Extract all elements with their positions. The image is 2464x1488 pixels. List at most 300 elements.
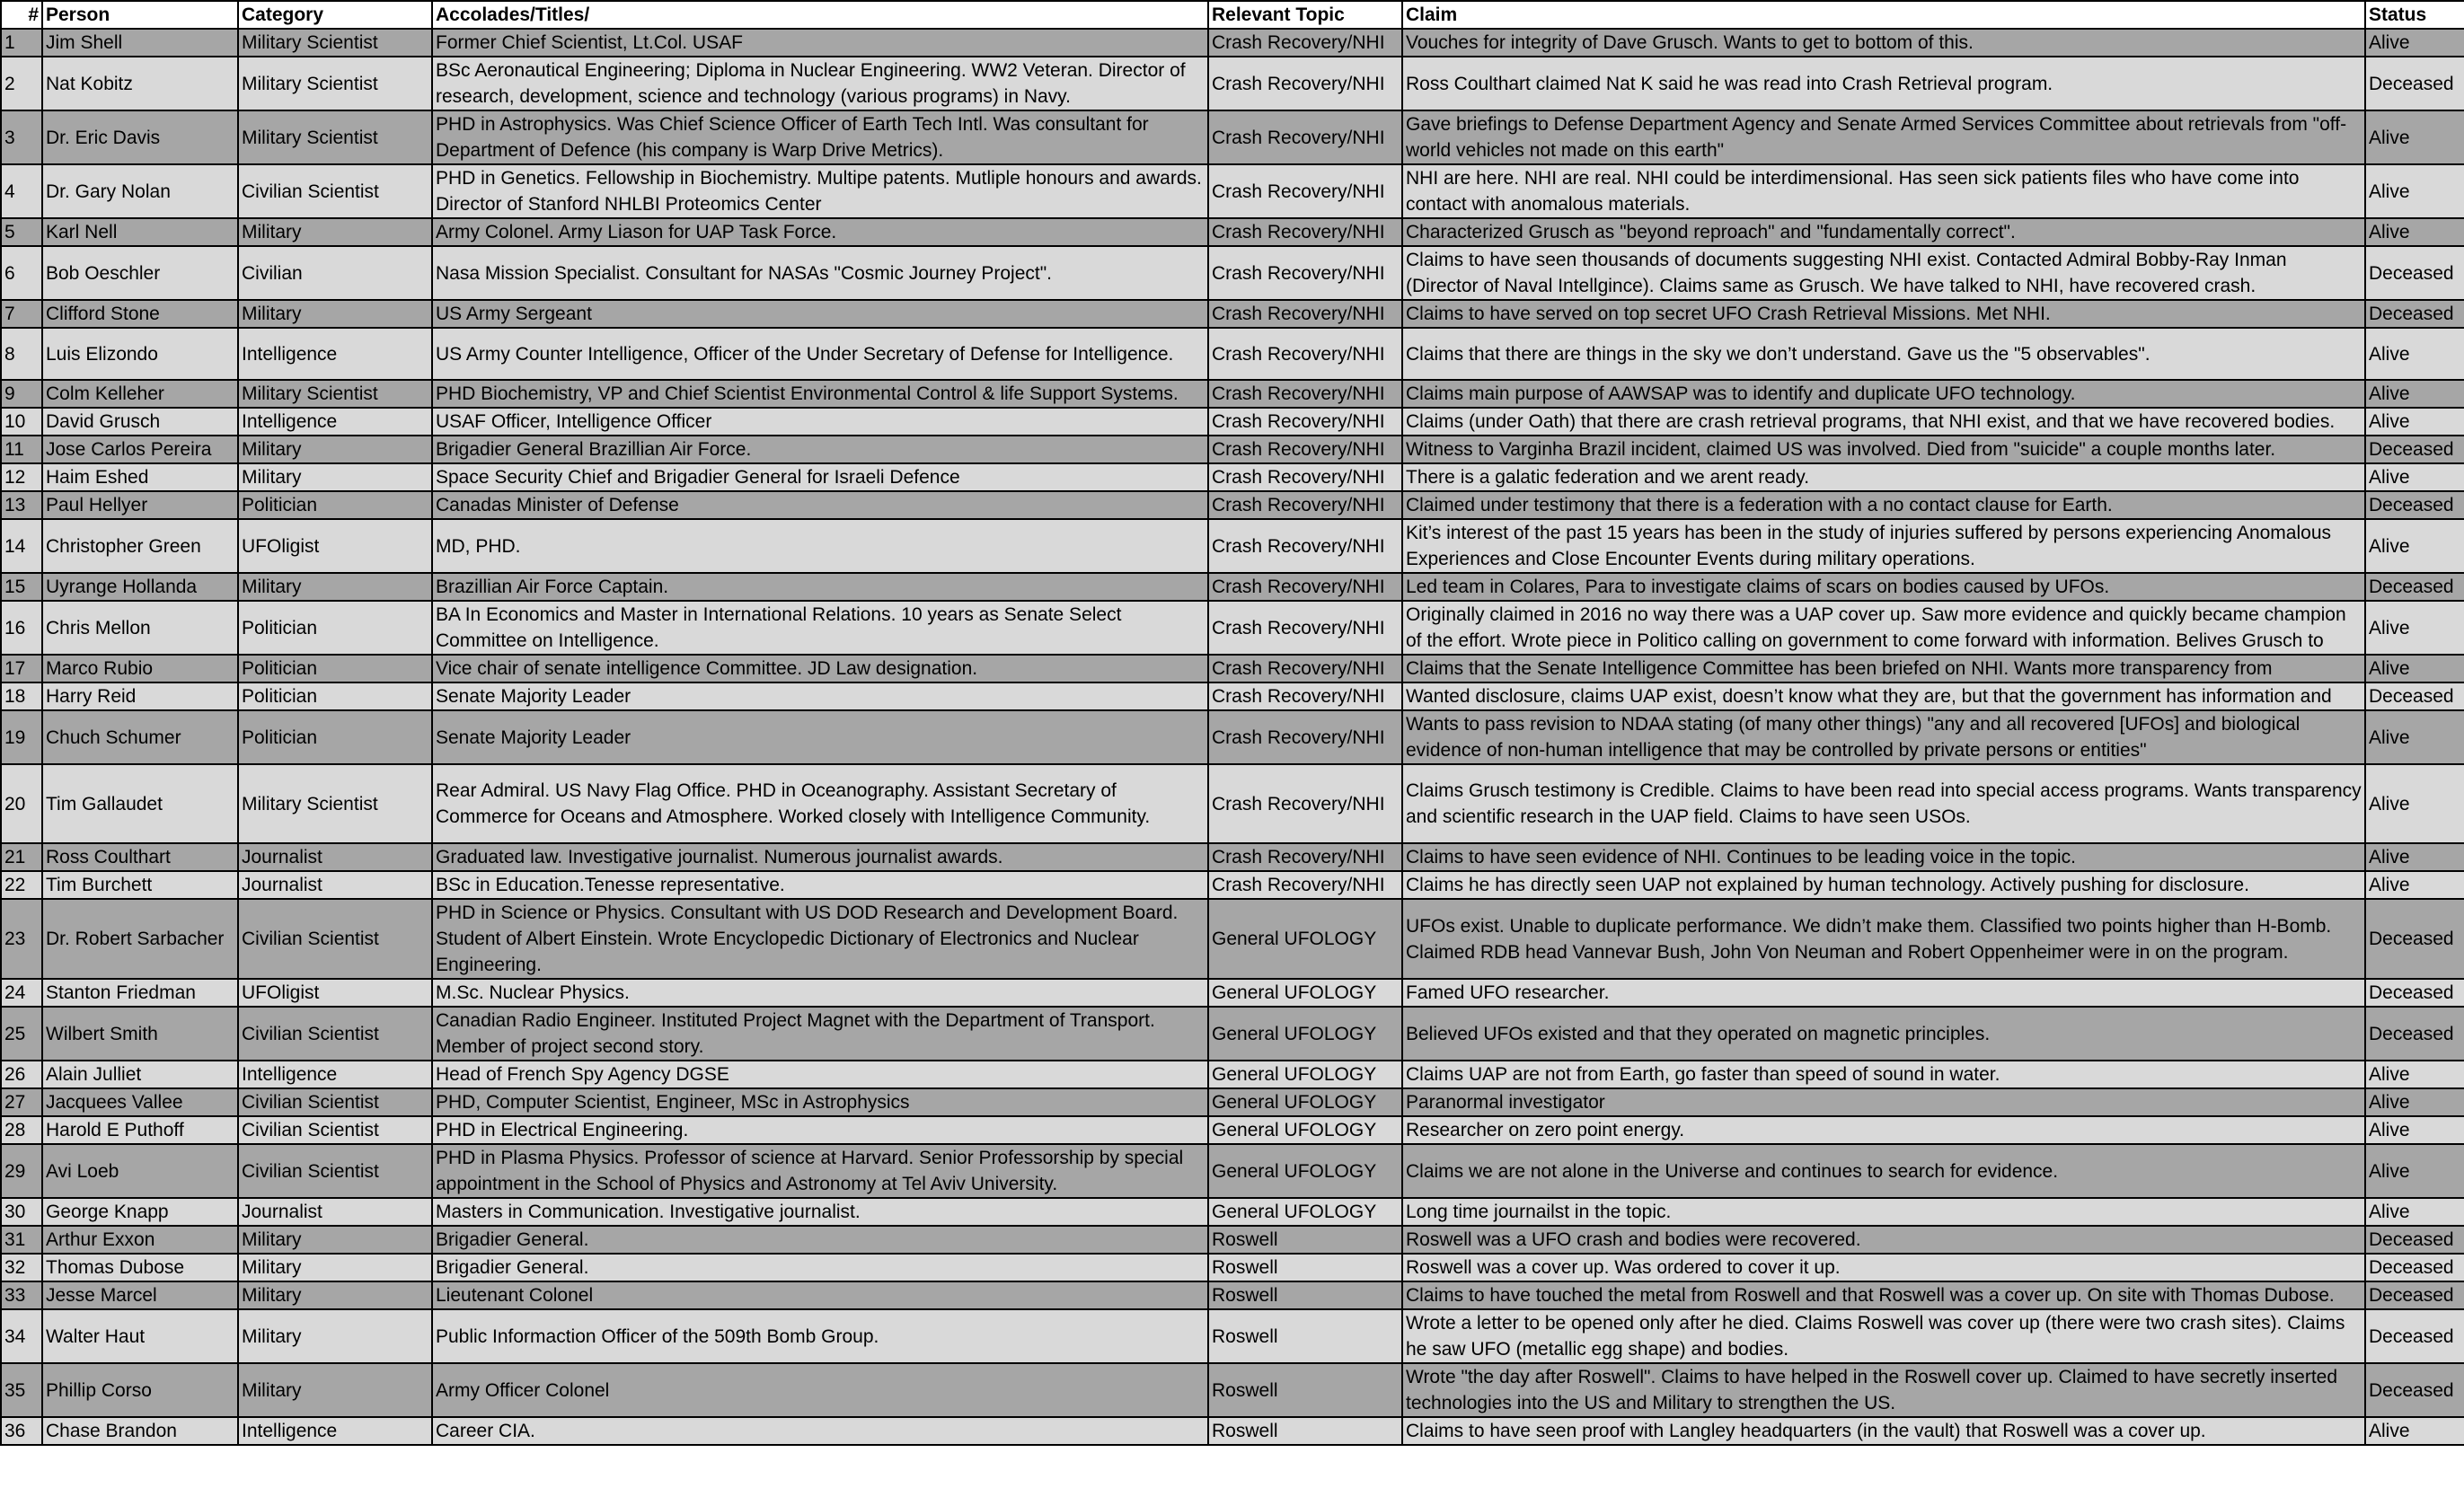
cell-status[interactable] — [2365, 1309, 2464, 1363]
cell-accolades[interactable] — [432, 655, 1208, 682]
cell-person[interactable] — [42, 491, 238, 519]
header-claim[interactable]: Claim — [1402, 1, 2365, 29]
table-row — [1, 1309, 2464, 1363]
header-person[interactable]: Person — [42, 1, 238, 29]
cell-status[interactable] — [2365, 710, 2464, 764]
cell-topic[interactable] — [1208, 764, 1402, 843]
cell-num[interactable] — [1, 29, 42, 57]
cell-num[interactable] — [1, 1144, 42, 1198]
cell-person-text: Jim Shell — [46, 32, 123, 53]
cell-category[interactable] — [238, 380, 432, 408]
cell-accolades[interactable] — [432, 1254, 1208, 1281]
cell-category[interactable] — [238, 1061, 432, 1088]
cell-status[interactable] — [2365, 1198, 2464, 1226]
cell-person[interactable] — [42, 300, 238, 328]
cell-status[interactable] — [2365, 1417, 2464, 1445]
cell-person[interactable] — [42, 899, 238, 979]
cell-person[interactable] — [42, 380, 238, 408]
table-row — [1, 710, 2464, 764]
cell-status[interactable] — [2365, 1116, 2464, 1144]
cell-accolades[interactable] — [432, 899, 1208, 979]
cell-num[interactable] — [1, 1061, 42, 1088]
cell-category[interactable] — [238, 1417, 432, 1445]
cell-accolades[interactable] — [432, 436, 1208, 463]
header-category[interactable]: Category — [238, 1, 432, 29]
cell-claim[interactable] — [1402, 899, 2365, 979]
cell-person[interactable] — [42, 1061, 238, 1088]
cell-accolades-text: PHD Biochemistry, VP and Chief Scientist Environmental Control & life Support Systems. — [436, 383, 1179, 404]
cell-person[interactable] — [42, 519, 238, 573]
cell-claim[interactable] — [1402, 764, 2365, 843]
cell-topic[interactable] — [1208, 573, 1402, 601]
cell-claim-text: Claims he has directly seen UAP not explained by human technology. Actively pushing for disclosure. — [1406, 875, 2249, 895]
cell-topic[interactable] — [1208, 29, 1402, 57]
cell-category[interactable] — [238, 164, 432, 218]
cell-status[interactable] — [2365, 164, 2464, 218]
cell-category[interactable] — [238, 110, 432, 164]
cell-topic[interactable] — [1208, 1417, 1402, 1445]
cell-claim[interactable] — [1402, 979, 2365, 1007]
cell-category[interactable] — [238, 601, 432, 655]
cell-num[interactable] — [1, 682, 42, 710]
cell-status[interactable] — [2365, 436, 2464, 463]
cell-status[interactable] — [2365, 300, 2464, 328]
cell-person[interactable] — [42, 246, 238, 300]
cell-accolades[interactable] — [432, 246, 1208, 300]
cell-accolades[interactable] — [432, 601, 1208, 655]
cell-category[interactable] — [238, 1007, 432, 1061]
cell-num[interactable] — [1, 899, 42, 979]
cell-topic[interactable] — [1208, 1061, 1402, 1088]
cell-person-text: Bob Oeschler — [46, 262, 161, 284]
cell-person[interactable] — [42, 1198, 238, 1226]
cell-status[interactable] — [2365, 110, 2464, 164]
cell-topic[interactable] — [1208, 1007, 1402, 1061]
cell-person-text: Jose Carlos Pereira — [46, 439, 212, 460]
cell-status[interactable] — [2365, 491, 2464, 519]
cell-topic[interactable] — [1208, 110, 1402, 164]
cell-topic-text: Roswell — [1212, 1229, 1278, 1250]
cell-num[interactable] — [1, 843, 42, 871]
cell-accolades-text: PHD in Electrical Engineering. — [436, 1120, 689, 1140]
cell-topic[interactable] — [1208, 1309, 1402, 1363]
cell-num[interactable] — [1, 519, 42, 573]
cell-status[interactable] — [2365, 1363, 2464, 1417]
cell-topic[interactable] — [1208, 843, 1402, 871]
cell-category[interactable] — [238, 843, 432, 871]
cell-topic[interactable] — [1208, 218, 1402, 246]
header-status[interactable]: Status — [2365, 1, 2464, 29]
cell-num[interactable] — [1, 246, 42, 300]
cell-accolades[interactable] — [432, 843, 1208, 871]
cell-topic[interactable] — [1208, 871, 1402, 899]
cell-num[interactable] — [1, 1116, 42, 1144]
cell-claim[interactable] — [1402, 1198, 2365, 1226]
cell-category[interactable] — [238, 1309, 432, 1363]
cell-topic[interactable] — [1208, 1363, 1402, 1417]
cell-claim[interactable] — [1402, 655, 2365, 682]
cell-person[interactable] — [42, 463, 238, 491]
cell-accolades[interactable] — [432, 380, 1208, 408]
cell-status[interactable] — [2365, 979, 2464, 1007]
cell-category[interactable] — [238, 1088, 432, 1116]
cell-num[interactable] — [1, 655, 42, 682]
cell-claim[interactable] — [1402, 1254, 2365, 1281]
cell-claim[interactable] — [1402, 380, 2365, 408]
cell-status-text: Deceased — [2369, 304, 2454, 324]
cell-num[interactable] — [1, 57, 42, 110]
cell-category[interactable] — [238, 1144, 432, 1198]
cell-person[interactable] — [42, 57, 238, 110]
cell-person[interactable] — [42, 764, 238, 843]
cell-num[interactable] — [1, 218, 42, 246]
cell-num[interactable] — [1, 1309, 42, 1363]
cell-person-text: Harold E Puthoff — [46, 1120, 184, 1140]
cell-accolades[interactable] — [432, 710, 1208, 764]
cell-num[interactable] — [1, 1088, 42, 1116]
cell-person[interactable] — [42, 328, 238, 380]
table-row — [1, 979, 2464, 1007]
cell-status[interactable] — [2365, 1061, 2464, 1088]
cell-topic[interactable] — [1208, 979, 1402, 1007]
cell-num[interactable] — [1, 1007, 42, 1061]
cell-category[interactable] — [238, 764, 432, 843]
cell-person-text: Luis Elizondo — [46, 343, 158, 365]
cell-accolades[interactable] — [432, 1116, 1208, 1144]
cell-topic-text: Crash Recovery/NHI — [1212, 343, 1385, 365]
cell-claim[interactable] — [1402, 1007, 2365, 1061]
cell-accolades[interactable] — [432, 682, 1208, 710]
cell-accolades[interactable] — [432, 328, 1208, 380]
cell-accolades[interactable] — [432, 1061, 1208, 1088]
cell-person[interactable] — [42, 843, 238, 871]
cell-category[interactable] — [238, 463, 432, 491]
cell-num[interactable] — [1, 1226, 42, 1254]
cell-claim[interactable] — [1402, 1363, 2365, 1417]
cell-num[interactable] — [1, 1281, 42, 1309]
cell-status-text: Deceased — [2369, 686, 2454, 707]
cell-claim-text: Wants to pass revision to NDAA stating (of many other things) "any and all recovered [UFOs] and biological evidence of non-human intelligence that may be controlled by private persons or entities" — [1406, 714, 2301, 761]
cell-claim[interactable] — [1402, 1144, 2365, 1198]
cell-person[interactable] — [42, 1088, 238, 1116]
cell-claim[interactable] — [1402, 601, 2365, 655]
cell-claim[interactable] — [1402, 246, 2365, 300]
cell-accolades[interactable] — [432, 979, 1208, 1007]
cell-accolades[interactable] — [432, 1198, 1208, 1226]
cell-status[interactable] — [2365, 655, 2464, 682]
cell-topic-text: General UFOLOGY — [1212, 1023, 1377, 1044]
cell-category[interactable] — [238, 1198, 432, 1226]
cell-num-text: 16 — [4, 617, 26, 638]
cell-status[interactable] — [2365, 246, 2464, 300]
cell-person[interactable] — [42, 1281, 238, 1309]
cell-claim-text: Wrote a letter to be opened only after he died. Claims Roswell was cover up (there were two crash sites). Claims he saw UFO (metallic egg shape) and bodies. — [1406, 1313, 2345, 1360]
cell-status-text: Alive — [2369, 467, 2410, 488]
cell-claim[interactable] — [1402, 573, 2365, 601]
cell-person[interactable] — [42, 1226, 238, 1254]
cell-person[interactable] — [42, 710, 238, 764]
cell-status[interactable] — [2365, 408, 2464, 436]
cell-num[interactable] — [1, 1254, 42, 1281]
cell-claim[interactable] — [1402, 408, 2365, 436]
cell-status[interactable] — [2365, 601, 2464, 655]
cell-topic[interactable] — [1208, 1116, 1402, 1144]
cell-num[interactable] — [1, 380, 42, 408]
cell-num[interactable] — [1, 1417, 42, 1445]
cell-person[interactable] — [42, 408, 238, 436]
cell-person[interactable] — [42, 164, 238, 218]
cell-num-text: 14 — [4, 535, 26, 557]
cell-category[interactable] — [238, 218, 432, 246]
cell-person[interactable] — [42, 1116, 238, 1144]
header-num[interactable]: # — [1, 1, 42, 29]
cell-topic-text: Roswell — [1212, 1421, 1278, 1441]
cell-category[interactable] — [238, 246, 432, 300]
cell-category[interactable] — [238, 710, 432, 764]
cell-person[interactable] — [42, 979, 238, 1007]
cell-category-text: Politician — [242, 686, 318, 707]
cell-accolades-text: Masters in Communication. Investigative journalist. — [436, 1202, 861, 1222]
cell-accolades[interactable] — [432, 764, 1208, 843]
cell-claim[interactable] — [1402, 164, 2365, 218]
cell-topic[interactable] — [1208, 682, 1402, 710]
cell-claim[interactable] — [1402, 110, 2365, 164]
cell-num[interactable] — [1, 463, 42, 491]
cell-topic[interactable] — [1208, 1144, 1402, 1198]
cell-status-text: Alive — [2369, 658, 2410, 679]
cell-category-text: Civilian Scientist — [242, 1160, 379, 1182]
cell-accolades[interactable] — [432, 1363, 1208, 1417]
cell-claim[interactable] — [1402, 29, 2365, 57]
cell-status-text: Deceased — [2369, 1023, 2454, 1044]
cell-num[interactable] — [1, 710, 42, 764]
cell-status[interactable] — [2365, 328, 2464, 380]
cell-category-text: Military Scientist — [242, 127, 378, 148]
cell-accolades[interactable] — [432, 519, 1208, 573]
cell-num[interactable] — [1, 871, 42, 899]
cell-topic[interactable] — [1208, 408, 1402, 436]
cell-accolades[interactable] — [432, 300, 1208, 328]
cell-accolades[interactable] — [432, 57, 1208, 110]
cell-person[interactable] — [42, 218, 238, 246]
cell-accolades[interactable] — [432, 29, 1208, 57]
cell-status[interactable] — [2365, 1226, 2464, 1254]
cell-category[interactable] — [238, 57, 432, 110]
cell-claim[interactable] — [1402, 682, 2365, 710]
cell-num-text: 3 — [4, 127, 15, 148]
cell-accolades[interactable] — [432, 408, 1208, 436]
cell-person[interactable] — [42, 110, 238, 164]
cell-category[interactable] — [238, 519, 432, 573]
cell-person[interactable] — [42, 1309, 238, 1363]
cell-topic[interactable] — [1208, 1088, 1402, 1116]
cell-accolades[interactable] — [432, 218, 1208, 246]
cell-person[interactable] — [42, 436, 238, 463]
cell-category[interactable] — [238, 1281, 432, 1309]
cell-num[interactable] — [1, 436, 42, 463]
cell-claim[interactable] — [1402, 218, 2365, 246]
cell-status[interactable] — [2365, 1281, 2464, 1309]
cell-num-text: 26 — [4, 1064, 26, 1085]
cell-accolades[interactable] — [432, 1226, 1208, 1254]
cell-status[interactable] — [2365, 764, 2464, 843]
cell-num[interactable] — [1, 328, 42, 380]
cell-status[interactable] — [2365, 899, 2464, 979]
cell-topic[interactable] — [1208, 57, 1402, 110]
cell-num[interactable] — [1, 601, 42, 655]
cell-status[interactable] — [2365, 218, 2464, 246]
header-accolades[interactable]: Accolades/Titles/ — [432, 1, 1208, 29]
cell-category[interactable] — [238, 436, 432, 463]
cell-category[interactable] — [238, 29, 432, 57]
cell-person-text: Chase Brandon — [46, 1421, 177, 1441]
cell-category[interactable] — [238, 1363, 432, 1417]
cell-status[interactable] — [2365, 871, 2464, 899]
cell-accolades[interactable] — [432, 164, 1208, 218]
cell-status[interactable] — [2365, 573, 2464, 601]
cell-accolades[interactable] — [432, 1309, 1208, 1363]
cell-status-text: Alive — [2369, 617, 2410, 638]
cell-topic[interactable] — [1208, 710, 1402, 764]
cell-category[interactable] — [238, 573, 432, 601]
cell-claim[interactable] — [1402, 1417, 2365, 1445]
cell-topic[interactable] — [1208, 436, 1402, 463]
cell-claim[interactable] — [1402, 328, 2365, 380]
cell-status[interactable] — [2365, 29, 2464, 57]
cell-accolades[interactable] — [432, 1417, 1208, 1445]
cell-claim[interactable] — [1402, 843, 2365, 871]
cell-claim[interactable] — [1402, 300, 2365, 328]
header-topic[interactable]: Relevant Topic — [1208, 1, 1402, 29]
cell-category[interactable] — [238, 899, 432, 979]
cell-category-text: Journalist — [242, 1202, 322, 1222]
cell-category[interactable] — [238, 328, 432, 380]
table-row — [1, 300, 2464, 328]
cell-claim[interactable] — [1402, 1309, 2365, 1363]
cell-status[interactable] — [2365, 843, 2464, 871]
cell-person[interactable] — [42, 29, 238, 57]
cell-topic[interactable] — [1208, 1254, 1402, 1281]
cell-status[interactable] — [2365, 380, 2464, 408]
cell-person[interactable] — [42, 871, 238, 899]
cell-category[interactable] — [238, 491, 432, 519]
cell-topic-text: Crash Recovery/NHI — [1212, 467, 1385, 488]
cell-accolades[interactable] — [432, 1281, 1208, 1309]
cell-category[interactable] — [238, 979, 432, 1007]
cell-accolades[interactable] — [432, 463, 1208, 491]
cell-person[interactable] — [42, 682, 238, 710]
cell-num[interactable] — [1, 491, 42, 519]
cell-claim[interactable] — [1402, 710, 2365, 764]
cell-accolades[interactable] — [432, 110, 1208, 164]
cell-claim[interactable] — [1402, 436, 2365, 463]
cell-claim[interactable] — [1402, 519, 2365, 573]
cell-status[interactable] — [2365, 1254, 2464, 1281]
cell-person[interactable] — [42, 601, 238, 655]
cell-status[interactable] — [2365, 1144, 2464, 1198]
cell-num[interactable] — [1, 110, 42, 164]
cell-status[interactable] — [2365, 1007, 2464, 1061]
cell-claim-text: Witness to Varginha Brazil incident, claimed US was involved. Died from "suicide" a couple months later. — [1406, 439, 2276, 460]
cell-person[interactable] — [42, 573, 238, 601]
cell-topic[interactable] — [1208, 491, 1402, 519]
cell-num[interactable] — [1, 979, 42, 1007]
cell-person[interactable] — [42, 1363, 238, 1417]
cell-status[interactable] — [2365, 682, 2464, 710]
cell-topic[interactable] — [1208, 463, 1402, 491]
cell-claim[interactable] — [1402, 871, 2365, 899]
cell-topic[interactable] — [1208, 1198, 1402, 1226]
cell-topic[interactable] — [1208, 246, 1402, 300]
cell-category[interactable] — [238, 408, 432, 436]
cell-claim[interactable] — [1402, 1116, 2365, 1144]
table-row — [1, 573, 2464, 601]
cell-num[interactable] — [1, 408, 42, 436]
cell-claim[interactable] — [1402, 1088, 2365, 1116]
cell-claim-text: Claims that there are things in the sky we don’t understand. Gave us the "5 observables". — [1406, 343, 2150, 365]
cell-status[interactable] — [2365, 519, 2464, 573]
cell-status[interactable] — [2365, 57, 2464, 110]
cell-num[interactable] — [1, 764, 42, 843]
cell-accolades[interactable] — [432, 1144, 1208, 1198]
cell-topic[interactable] — [1208, 655, 1402, 682]
cell-status[interactable] — [2365, 1088, 2464, 1116]
cell-num[interactable] — [1, 573, 42, 601]
cell-topic[interactable] — [1208, 328, 1402, 380]
cell-accolades[interactable] — [432, 573, 1208, 601]
cell-accolades[interactable] — [432, 1088, 1208, 1116]
cell-topic[interactable] — [1208, 899, 1402, 979]
cell-person[interactable] — [42, 655, 238, 682]
cell-accolades[interactable] — [432, 491, 1208, 519]
cell-topic[interactable] — [1208, 1281, 1402, 1309]
cell-accolades-text: Graduated law. Investigative journalist. Numerous journalist awards. — [436, 847, 1003, 867]
cell-category[interactable] — [238, 1226, 432, 1254]
cell-num[interactable] — [1, 300, 42, 328]
cell-claim[interactable] — [1402, 491, 2365, 519]
cell-claim[interactable] — [1402, 57, 2365, 110]
cell-topic[interactable] — [1208, 380, 1402, 408]
cell-topic[interactable] — [1208, 601, 1402, 655]
cell-num[interactable] — [1, 1363, 42, 1417]
cell-accolades[interactable] — [432, 1007, 1208, 1061]
cell-claim[interactable] — [1402, 1226, 2365, 1254]
cell-claim[interactable] — [1402, 1281, 2365, 1309]
table-row — [1, 655, 2464, 682]
cell-num[interactable] — [1, 164, 42, 218]
cell-category[interactable] — [238, 300, 432, 328]
cell-category[interactable] — [238, 682, 432, 710]
cell-topic[interactable] — [1208, 164, 1402, 218]
cell-claim[interactable] — [1402, 1061, 2365, 1088]
cell-category[interactable] — [238, 1254, 432, 1281]
cell-topic[interactable] — [1208, 519, 1402, 573]
cell-person[interactable] — [42, 1254, 238, 1281]
cell-person[interactable] — [42, 1007, 238, 1061]
cell-topic[interactable] — [1208, 300, 1402, 328]
cell-category[interactable] — [238, 871, 432, 899]
cell-person[interactable] — [42, 1144, 238, 1198]
cell-topic[interactable] — [1208, 1226, 1402, 1254]
cell-category[interactable] — [238, 1116, 432, 1144]
cell-category[interactable] — [238, 655, 432, 682]
cell-claim[interactable] — [1402, 463, 2365, 491]
cell-status[interactable] — [2365, 463, 2464, 491]
cell-num[interactable] — [1, 1198, 42, 1226]
cell-person[interactable] — [42, 1417, 238, 1445]
cell-claim-text: NHI are here. NHI are real. NHI could be interdimensional. Has seen sick patients files who have come into contact with anomalous materials. — [1406, 168, 2300, 215]
cell-accolades[interactable] — [432, 871, 1208, 899]
